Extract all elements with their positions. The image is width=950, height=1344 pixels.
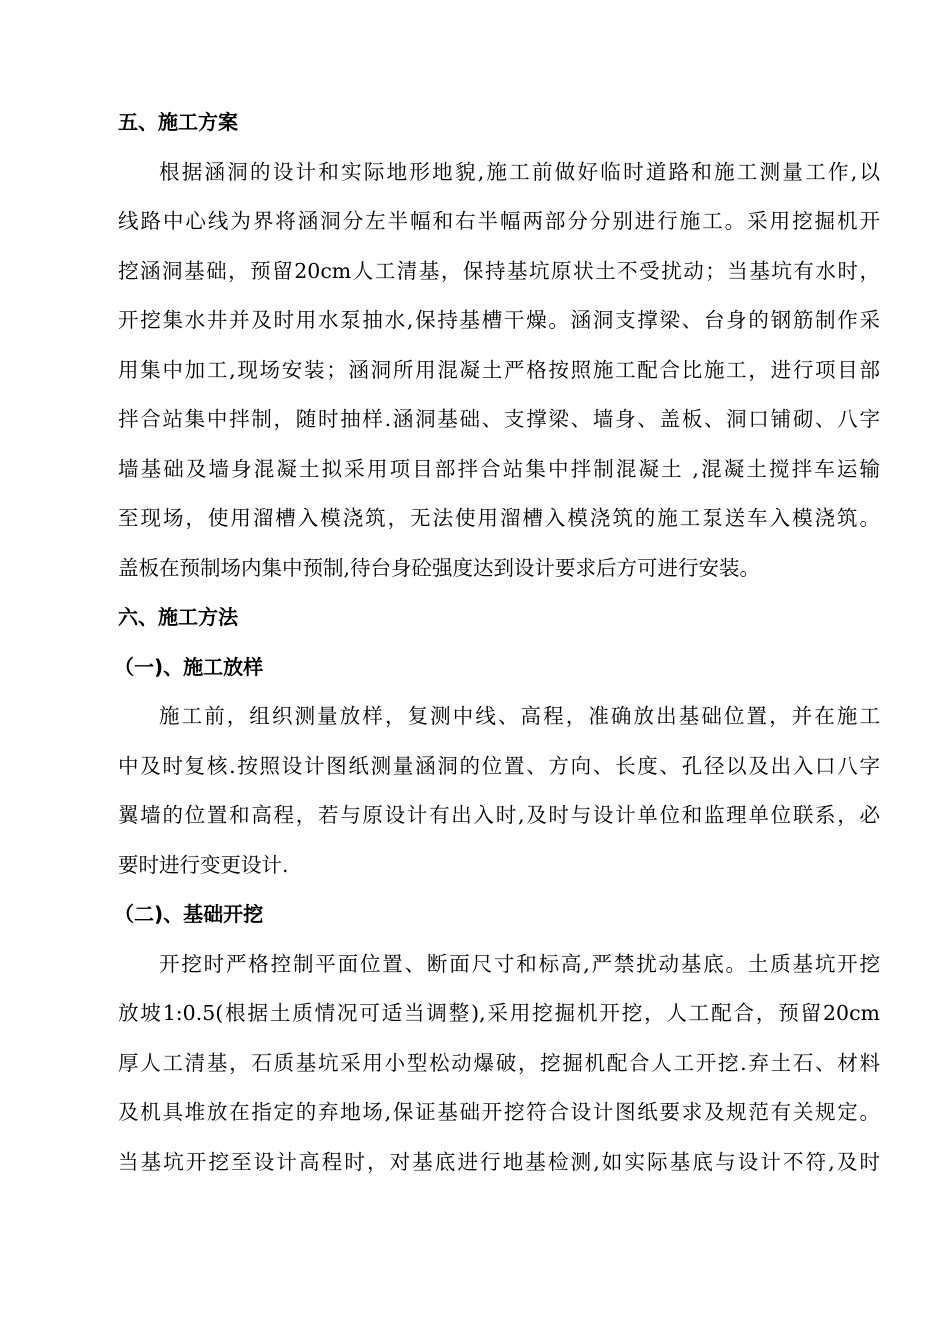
paragraph-line: 挖涵洞基础，预留20cm人工清基，保持基坑原状土不受扰动；当基坑有水时， [118,258,880,283]
paragraph-line: 至现场，使用溜槽入模浇筑，无法使用溜槽入模浇筑的施工泵送车入模浇筑。 [118,506,880,530]
section-5-paragraph [118,148,880,594]
paragraph-line: 翼墙的位置和高程，若与原设计有出入时,及时与设计单位和监理单位联系，必 [118,803,880,827]
document-body [114,98,880,1187]
paragraph-line: 盖板在预制场内集中预制,待台身砼强度达到设计要求后方可进行安装。 [118,555,761,580]
paragraph-line: 开挖时严格控制平面位置、断面尺寸和标高,严禁扰动基底。土质基坑开挖 [159,951,880,976]
paragraph-line: 开挖集水井并及时用水泵抽水,保持基槽干燥。涵洞支撑梁、台身的钢筋制作采 [118,308,880,332]
paragraph-line: 及机具堆放在指定的弃地场,保证基础开挖符合设计图纸要求及规范有关规定。 [118,1100,880,1124]
paragraph-line: 放坡1:0.5(根据土质情况可适当调整),采用挖掘机开挖，人工配合，预留20cm [118,1001,880,1025]
paragraph-line: 墙基础及墙身混凝土拟采用项目部拌合站集中拌制混凝土 ,混凝土搅拌车运输 [118,456,880,481]
subsection-2-heading: （二)、基础开挖 [114,902,264,926]
paragraph-line: 用集中加工,现场安装；涵洞所用混凝土严格按照施工配合比施工，进行项目部 [118,357,880,382]
paragraph-line: 厚人工清基，石质基坑采用小型松动爆破，挖掘机配合人工开挖.弃土石、材料 [118,1050,880,1075]
subsection-2-paragraph [118,940,880,1188]
paragraph-line: 要时进行变更设计. [118,852,289,877]
paragraph-line: 根据涵洞的设计和实际地形地貌,施工前做好临时道路和施工测量工作,以 [159,159,880,184]
paragraph-line: 线路中心线为界将涵洞分左半幅和右半幅两部分分别进行施工。采用挖掘机开 [118,209,880,233]
paragraph-line: 施工前，组织测量放样，复测中线、高程，准确放出基础位置，并在施工 [159,704,880,728]
section-5-heading: 五、施工方案 [118,110,238,134]
paragraph-line: 拌合站集中拌制，随时抽样.涵洞基础、支撑梁、墙身、盖板、洞口铺砌、八字 [118,407,880,431]
subsection-1-heading: （一)、施工放样 [114,654,264,679]
paragraph-line: 中及时复核.按照设计图纸测量涵洞的位置、方向、长度、孔径以及出入口八字 [118,753,880,778]
paragraph-line: 当基坑开挖至设计高程时，对基底进行地基检测,如实际基底与设计不符,及时 [118,1149,880,1174]
section-6-heading: 六、施工方法 [118,605,238,629]
subsection-1-paragraph [118,692,880,890]
